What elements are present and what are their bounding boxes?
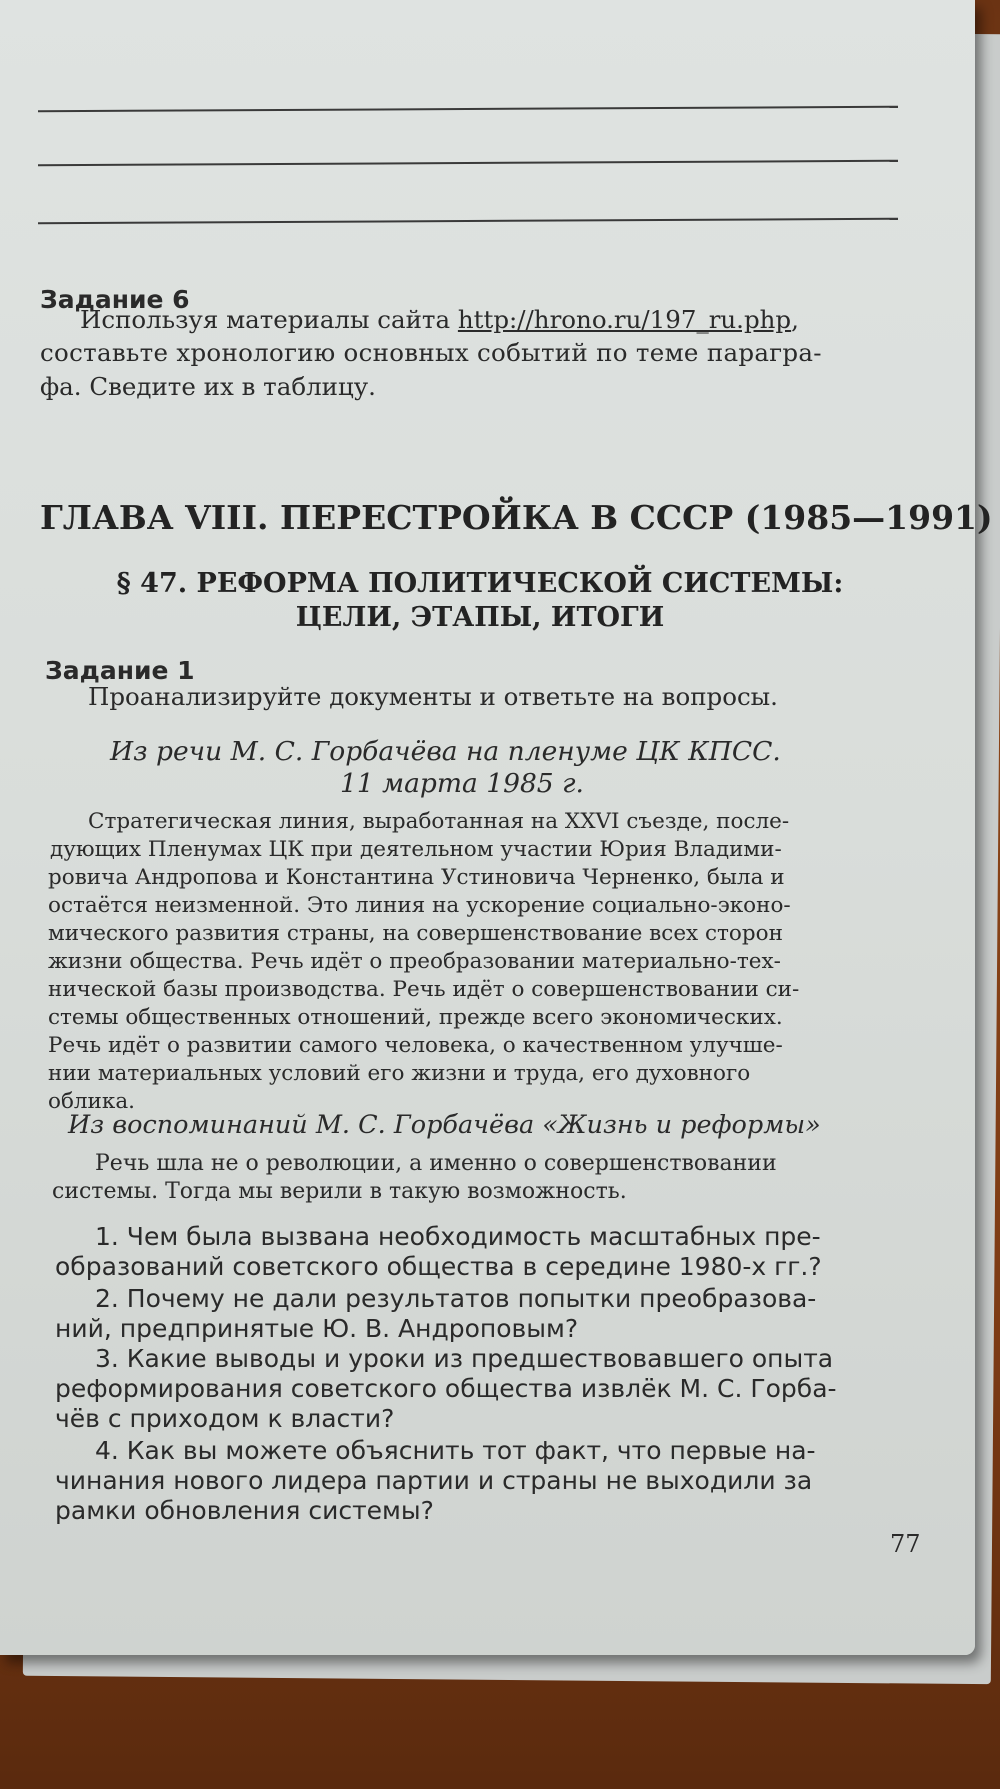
doc1-line: ровича Андропова и Константина Устиновича Черненко, была и bbox=[48, 865, 785, 890]
doc1-line: Речь идёт о развитии самого человека, о качественном улучше- bbox=[48, 1033, 783, 1058]
section-title-line-2: ЦЕЛИ, ЭТАПЫ, ИТОГИ bbox=[295, 602, 665, 633]
doc1-title-line-2: 11 марта 1985 г. bbox=[340, 768, 584, 799]
task1-instruction: Проанализируйте документы и ответьте на вопросы. bbox=[88, 682, 778, 711]
doc1-line: жизни общества. Речь идёт о преобразовании материально-тех- bbox=[48, 949, 781, 974]
doc1-line: стемы общественных отношений, прежде всего экономических. bbox=[48, 1005, 783, 1030]
question-line: чинания нового лидера партии и страны не выходили за bbox=[55, 1466, 813, 1495]
answer-line-1 bbox=[38, 106, 898, 113]
doc1-line: облика. bbox=[48, 1089, 135, 1114]
answer-line-3 bbox=[38, 218, 898, 225]
question-line: чёв с приходом к власти? bbox=[55, 1404, 395, 1433]
doc1-line: остаётся неизменной. Это линия на ускорение социально-эконо- bbox=[48, 893, 791, 918]
section-title-line-1: § 47. РЕФОРМА ПОЛИТИЧЕСКОЙ СИСТЕМЫ: bbox=[116, 568, 844, 599]
doc2-line-1: Речь шла не о революции, а именно о совершенствовании bbox=[95, 1151, 777, 1176]
task6-line-1-suffix: , bbox=[791, 305, 799, 334]
doc2-line-2: системы. Тогда мы верили в такую возможность. bbox=[52, 1179, 627, 1204]
task6-line-1 bbox=[80, 303, 799, 337]
doc1-title-line-1: Из речи М. С. Горбачёва на пленуме ЦК КПСС. bbox=[110, 736, 781, 767]
question-line: образований советского общества в середине 1980-х гг.? bbox=[55, 1252, 822, 1281]
task6-link[interactable]: http://hrono.ru/197_ru.php bbox=[457, 305, 792, 334]
task6-heading: Задание 6 bbox=[40, 285, 190, 314]
doc2-title: Из воспоминаний М. С. Горбачёва «Жизнь и реформы» bbox=[68, 1110, 821, 1140]
question-line: ний, предпринятые Ю. В. Андроповым? bbox=[55, 1314, 579, 1343]
doc1-line: Стратегическая линия, выработанная на XXVI съезде, после- bbox=[88, 809, 790, 834]
page-number: 77 bbox=[890, 1530, 921, 1558]
answer-line-2 bbox=[38, 160, 898, 167]
question-line: 1. Чем была вызвана необходимость масштабных пре- bbox=[95, 1222, 821, 1251]
question-line: 4. Как вы можете объяснить тот факт, что первые на- bbox=[95, 1436, 816, 1465]
task6-line-2: составьте хронологию основных событий по теме парагра- bbox=[40, 338, 822, 367]
task6-line-3: фа. Сведите их в таблицу. bbox=[40, 372, 376, 401]
question-line: реформирования советского общества извлёк М. С. Горба- bbox=[55, 1374, 837, 1403]
question-line: 3. Какие выводы и уроки из предшествовавшего опыта bbox=[95, 1344, 834, 1373]
task1-heading: Задание 1 bbox=[45, 656, 195, 685]
doc1-line: нической базы производства. Речь идёт о совершенствовании си- bbox=[48, 977, 800, 1002]
doc1-line: дующих Пленумах ЦК при деятельном участии Юрия Владими- bbox=[50, 837, 782, 862]
chapter-title: ГЛАВА VIII. ПЕРЕСТРОЙКА В СССР (1985—1991) bbox=[40, 498, 993, 537]
question-line: рамки обновления системы? bbox=[55, 1496, 434, 1525]
doc1-line: мического развития страны, на совершенствование всех сторон bbox=[48, 921, 783, 946]
task6-line-1-prefix: Используя материалы сайта bbox=[80, 305, 458, 334]
doc1-line: нии материальных условий его жизни и труда, его духовного bbox=[48, 1061, 751, 1086]
question-line: 2. Почему не дали результатов попытки преобразова- bbox=[95, 1284, 817, 1313]
